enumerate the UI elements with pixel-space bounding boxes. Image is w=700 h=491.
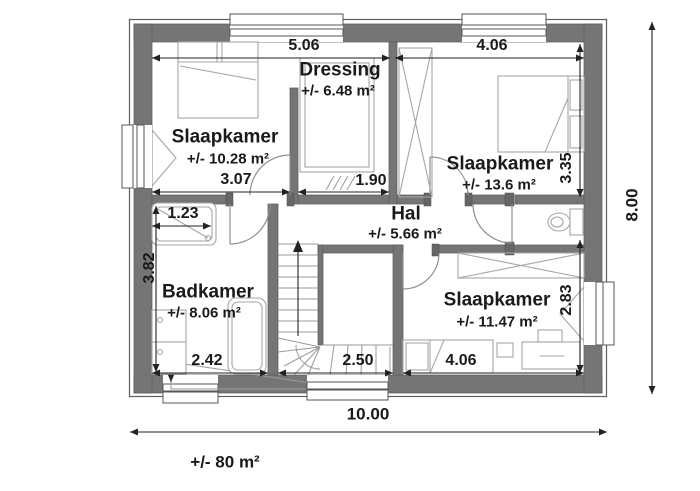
closet-bedroom2 bbox=[399, 48, 432, 197]
door-bathroom bbox=[230, 204, 270, 244]
dim-stairs-width: 2.50 bbox=[342, 352, 374, 369]
window-left-bedroom1 bbox=[122, 125, 176, 188]
window-top-dressing bbox=[230, 14, 343, 42]
dim-bathroom-height: 3.82 bbox=[141, 252, 158, 284]
bathroom-area: +/- 8.06 m² bbox=[167, 304, 241, 322]
dim-shower-width: 1.23 bbox=[167, 205, 199, 222]
bedroom3-name: Slaapkamer bbox=[443, 289, 551, 311]
bedroom1-name: Slaapkamer bbox=[171, 126, 279, 148]
hal-area: +/- 5.66 m² bbox=[368, 225, 442, 243]
dim-top-left: 5.06 bbox=[288, 37, 320, 54]
desk-bedroom3 bbox=[522, 330, 580, 369]
bedroom1-area: +/- 10.28 m² bbox=[186, 150, 270, 168]
dim-dressing-width: 1.90 bbox=[355, 172, 387, 189]
bedroom2-name: Slaapkamer bbox=[446, 153, 554, 175]
bathroom-name: Badkamer bbox=[162, 281, 254, 303]
door-bedroom3 bbox=[403, 253, 439, 289]
dressing-name: Dressing bbox=[299, 59, 381, 81]
dim-bedroom3-height: 2.83 bbox=[558, 284, 575, 316]
dim-bedroom1-width: 3.07 bbox=[220, 171, 252, 188]
staircase bbox=[278, 240, 393, 375]
bedroom3-area: +/- 11.47 m² bbox=[456, 313, 538, 331]
bed-bedroom1 bbox=[178, 42, 258, 118]
dim-bedroom2-height: 3.35 bbox=[558, 152, 575, 184]
dressing-area: +/- 6.48 m² bbox=[301, 82, 375, 100]
dim-top-right: 4.06 bbox=[476, 37, 508, 54]
toilet bbox=[548, 209, 583, 235]
window-bottom-stairs bbox=[307, 375, 388, 400]
bedroom2-area: +/- 13.6 m² bbox=[462, 176, 536, 194]
closet-bedroom3 bbox=[458, 253, 584, 278]
hal-name: Hal bbox=[391, 203, 421, 225]
dim-total-width: 10.00 bbox=[346, 404, 390, 424]
dim-total-height: 8.00 bbox=[622, 188, 642, 222]
dim-bedroom3-width: 4.06 bbox=[445, 352, 477, 369]
door-wc bbox=[473, 204, 512, 243]
bed-bedroom2 bbox=[498, 76, 584, 152]
floor-area-total: +/- 80 m² bbox=[190, 452, 260, 472]
dim-bathroom-width: 2.42 bbox=[191, 352, 223, 369]
